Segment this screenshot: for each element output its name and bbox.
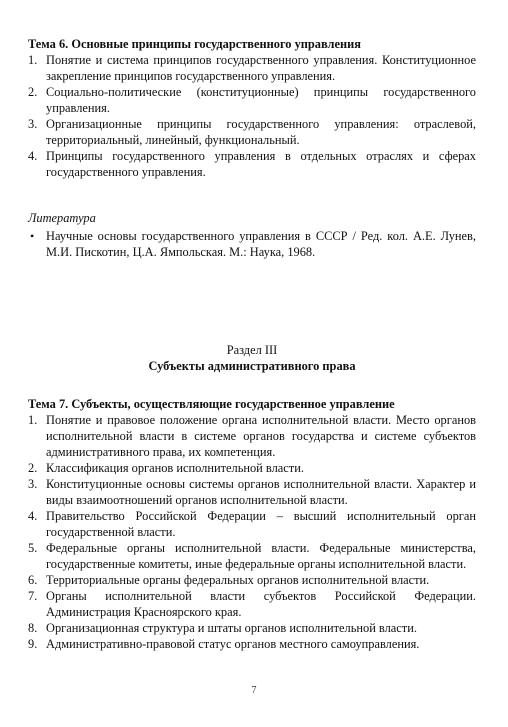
- section-header: [28, 342, 476, 374]
- page-number: 7: [251, 685, 257, 696]
- topic-6-heading: Тема 6. Основные принципы государственного управления: [28, 37, 361, 51]
- item-text: Принципы государственного управления в отдельных отраслях и сферах государственного управления.: [46, 149, 476, 179]
- list-item: [28, 148, 476, 180]
- item-number: 2.: [28, 85, 38, 99]
- item-text: Органы исполнительной власти субъектов Российской Федерации. Администрация Красноярского края.: [46, 589, 476, 619]
- item-text: Организационные принципы государственного управления: отраслевой, территориальный, линейный, функциональный.: [46, 117, 476, 147]
- list-item: [28, 116, 476, 148]
- list-item: [28, 540, 476, 572]
- item-number: 4.: [28, 149, 38, 163]
- list-item: [28, 620, 476, 636]
- list-item: [28, 476, 476, 508]
- list-item: [28, 588, 476, 620]
- list-item: [28, 508, 476, 540]
- item-text: Правительство Российской Федерации – высший исполнительный орган государственной власти.: [46, 509, 476, 539]
- item-text: Конституционные основы системы органов исполнительной власти. Характер и виды взаимоотношений органов исполнительной власти.: [46, 477, 476, 507]
- item-number: 1.: [28, 413, 38, 427]
- literature-list: [28, 228, 476, 260]
- literature-label: Литература: [28, 211, 96, 225]
- item-number: 1.: [28, 53, 38, 67]
- item-text: Территориальные органы федеральных органов исполнительной власти.: [46, 573, 430, 587]
- item-number: 9.: [28, 637, 38, 651]
- section-title: Раздел III: [226, 343, 278, 357]
- item-text: Административно-правовой статус органов местного самоуправления.: [46, 637, 420, 651]
- list-item: [28, 460, 476, 476]
- item-number: 7.: [28, 589, 38, 603]
- item-number: 6.: [28, 573, 38, 587]
- list-item: [28, 572, 476, 588]
- list-item: [28, 412, 476, 460]
- item-text: Понятие и правовое положение органа исполнительной власти. Место органов исполнительной власти в системе органов государства и системе субъектов административного права, их компетенция.: [46, 413, 476, 459]
- item-number: 8.: [28, 621, 38, 635]
- bullet-icon: •: [30, 229, 35, 243]
- literature-text: Научные основы государственного управления в СССР / Ред. кол. А.Е. Лунев, М.И. Пискотин, Ц.А. Ямпольская. М.: Наука, 1968.: [46, 229, 476, 259]
- item-number: 5.: [28, 541, 38, 555]
- item-text: Федеральные органы исполнительной власти. Федеральные министерства, государственные комитеты, иные федеральные органы исполнительной власти.: [46, 541, 476, 571]
- topic-6-list: [28, 52, 476, 180]
- item-text: Организационная структура и штаты органов исполнительной власти.: [46, 621, 417, 635]
- list-item: [28, 84, 476, 116]
- section-subtitle: Субъекты административного права: [148, 359, 356, 373]
- list-item: [28, 52, 476, 84]
- item-number: 3.: [28, 477, 38, 491]
- item-text: Социально-политические (конституционные) принципы государственного управления.: [46, 85, 476, 115]
- topic-7-list: [28, 412, 476, 652]
- topic-7-heading: Тема 7. Субъекты, осуществляющие государственное управление: [28, 397, 395, 411]
- list-item: [28, 636, 476, 652]
- item-text: Классификация органов исполнительной власти.: [46, 461, 304, 475]
- item-number: 4.: [28, 509, 38, 523]
- item-number: 3.: [28, 117, 38, 131]
- item-text: Понятие и система принципов государственного управления. Конституционное закрепление принципов государственного управления.: [46, 53, 476, 83]
- literature-item: [28, 228, 476, 260]
- item-number: 2.: [28, 461, 38, 475]
- document-page: [28, 36, 476, 652]
